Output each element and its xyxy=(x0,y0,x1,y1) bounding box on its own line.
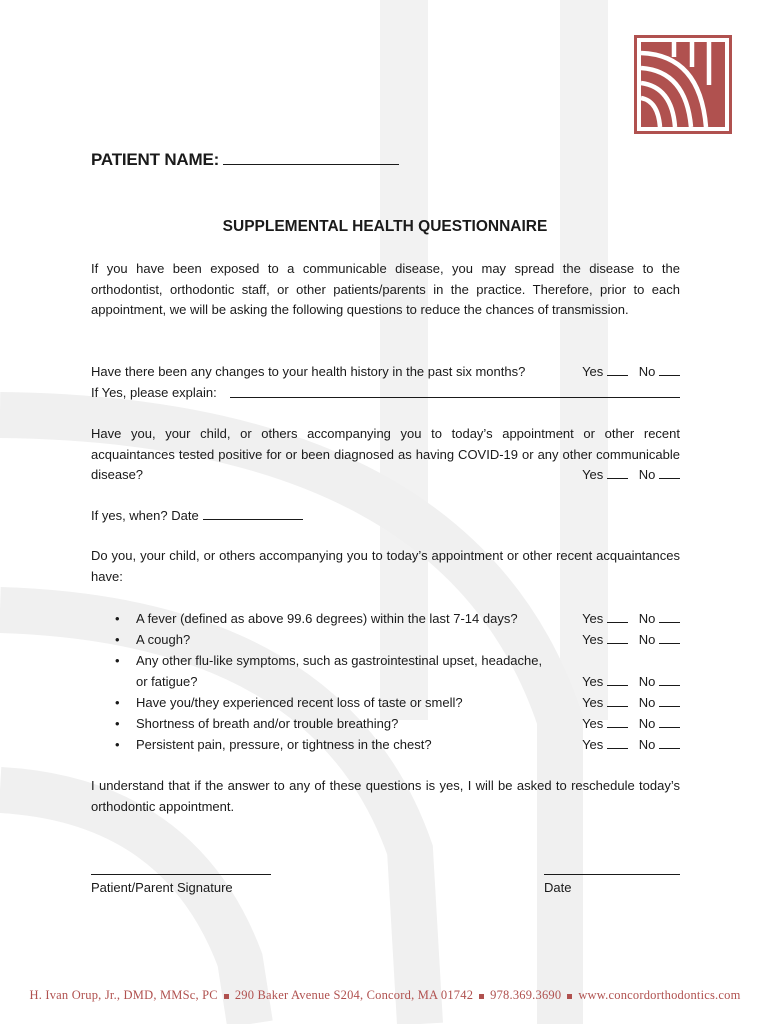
yes-no-answer[interactable]: Yes No xyxy=(582,630,680,651)
patient-name-field[interactable] xyxy=(91,150,399,170)
date-blank[interactable] xyxy=(203,506,303,520)
page-title: SUPPLEMENTAL HEALTH QUESTIONNAIRE xyxy=(222,218,548,235)
bullet-icon: • xyxy=(115,737,120,752)
question-text: Have there been any changes to your health history in the past six months? xyxy=(91,364,526,379)
question-covid-exposure: Have you, your child, or others accompanying you to today’s appointment or other recent acquaintances tested positive for or been diagnosed as having COVID-19 or any other communicable disease? xyxy=(91,426,680,483)
patient-name-blank[interactable] xyxy=(223,150,399,165)
separator-icon xyxy=(224,994,229,999)
patient-signature-line[interactable] xyxy=(91,874,271,875)
symptom-item: • A cough? Yes No xyxy=(91,630,680,651)
symptom-item: • Shortness of breath and/or trouble breathing? Yes No xyxy=(91,714,680,735)
explain-label: If Yes, please explain: xyxy=(91,385,217,400)
question-symptoms: Do you, your child, or others accompanying you to today’s appointment or other recent acquaintances have: xyxy=(91,548,680,584)
acknowledgement-paragraph: I understand that if the answer to any of these questions is yes, I will be asked to reschedule today’s orthodontic appointment. xyxy=(91,778,680,814)
footer-website[interactable]: www.concordorthodontics.com xyxy=(578,988,741,1002)
symptom-item-continued: or fatigue? Yes No xyxy=(91,672,680,693)
exposure-date-row xyxy=(91,506,680,527)
yes-no-answer[interactable]: Yes No xyxy=(582,609,680,630)
symptom-item: • Have you/they experienced recent loss of taste or smell? Yes No xyxy=(91,693,680,714)
explain-blank[interactable] xyxy=(230,397,680,398)
bullet-icon: • xyxy=(115,611,120,626)
intro-paragraph: If you have been exposed to a communicable disease, you may spread the disease to the orthodontist, orthodontic staff, or other patients/parents in the practice. Therefore, prior to each appointment, we will be asking the following questions to reduce the chances of transmission. xyxy=(91,261,680,318)
separator-icon xyxy=(479,994,484,999)
footer-address: 290 Baker Avenue S204, Concord, MA 01742 xyxy=(234,988,474,1002)
separator-icon xyxy=(567,994,572,999)
yes-no-answer[interactable]: Yes No xyxy=(582,465,680,486)
bullet-icon: • xyxy=(115,632,120,647)
signature-date-label: Date xyxy=(544,880,572,895)
symptom-item: • Any other flu-like symptoms, such as gastrointestinal upset, headache, xyxy=(91,651,680,672)
yes-no-answer[interactable]: Yes No xyxy=(582,672,680,693)
bullet-icon: • xyxy=(115,716,120,731)
question-health-history xyxy=(91,362,680,383)
symptom-item: • A fever (defined as above 99.6 degrees) within the last 7-14 days? Yes No xyxy=(91,609,680,630)
patient-signature-label: Patient/Parent Signature xyxy=(91,880,233,895)
yes-no-answer[interactable]: Yes No xyxy=(582,735,680,756)
footer xyxy=(0,988,770,1003)
footer-phone: 978.369.3690 xyxy=(490,988,562,1002)
symptom-item: • Persistent pain, pressure, or tightness in the chest? Yes No xyxy=(91,735,680,756)
yes-no-answer[interactable]: Yes No xyxy=(582,693,680,714)
footer-practice-name: H. Ivan Orup, Jr., DMD, MMSc, PC xyxy=(29,988,218,1002)
signature-date-line[interactable] xyxy=(544,874,680,875)
covid-answer-row xyxy=(91,465,680,486)
bullet-icon: • xyxy=(115,653,120,668)
yes-no-answer[interactable]: Yes No xyxy=(582,362,680,383)
date-label: If yes, when? Date xyxy=(91,508,199,523)
explain-row xyxy=(91,383,680,404)
bullet-icon: • xyxy=(115,695,120,710)
yes-no-answer[interactable]: Yes No xyxy=(582,714,680,735)
patient-name-label: PATIENT NAME: xyxy=(91,150,220,169)
